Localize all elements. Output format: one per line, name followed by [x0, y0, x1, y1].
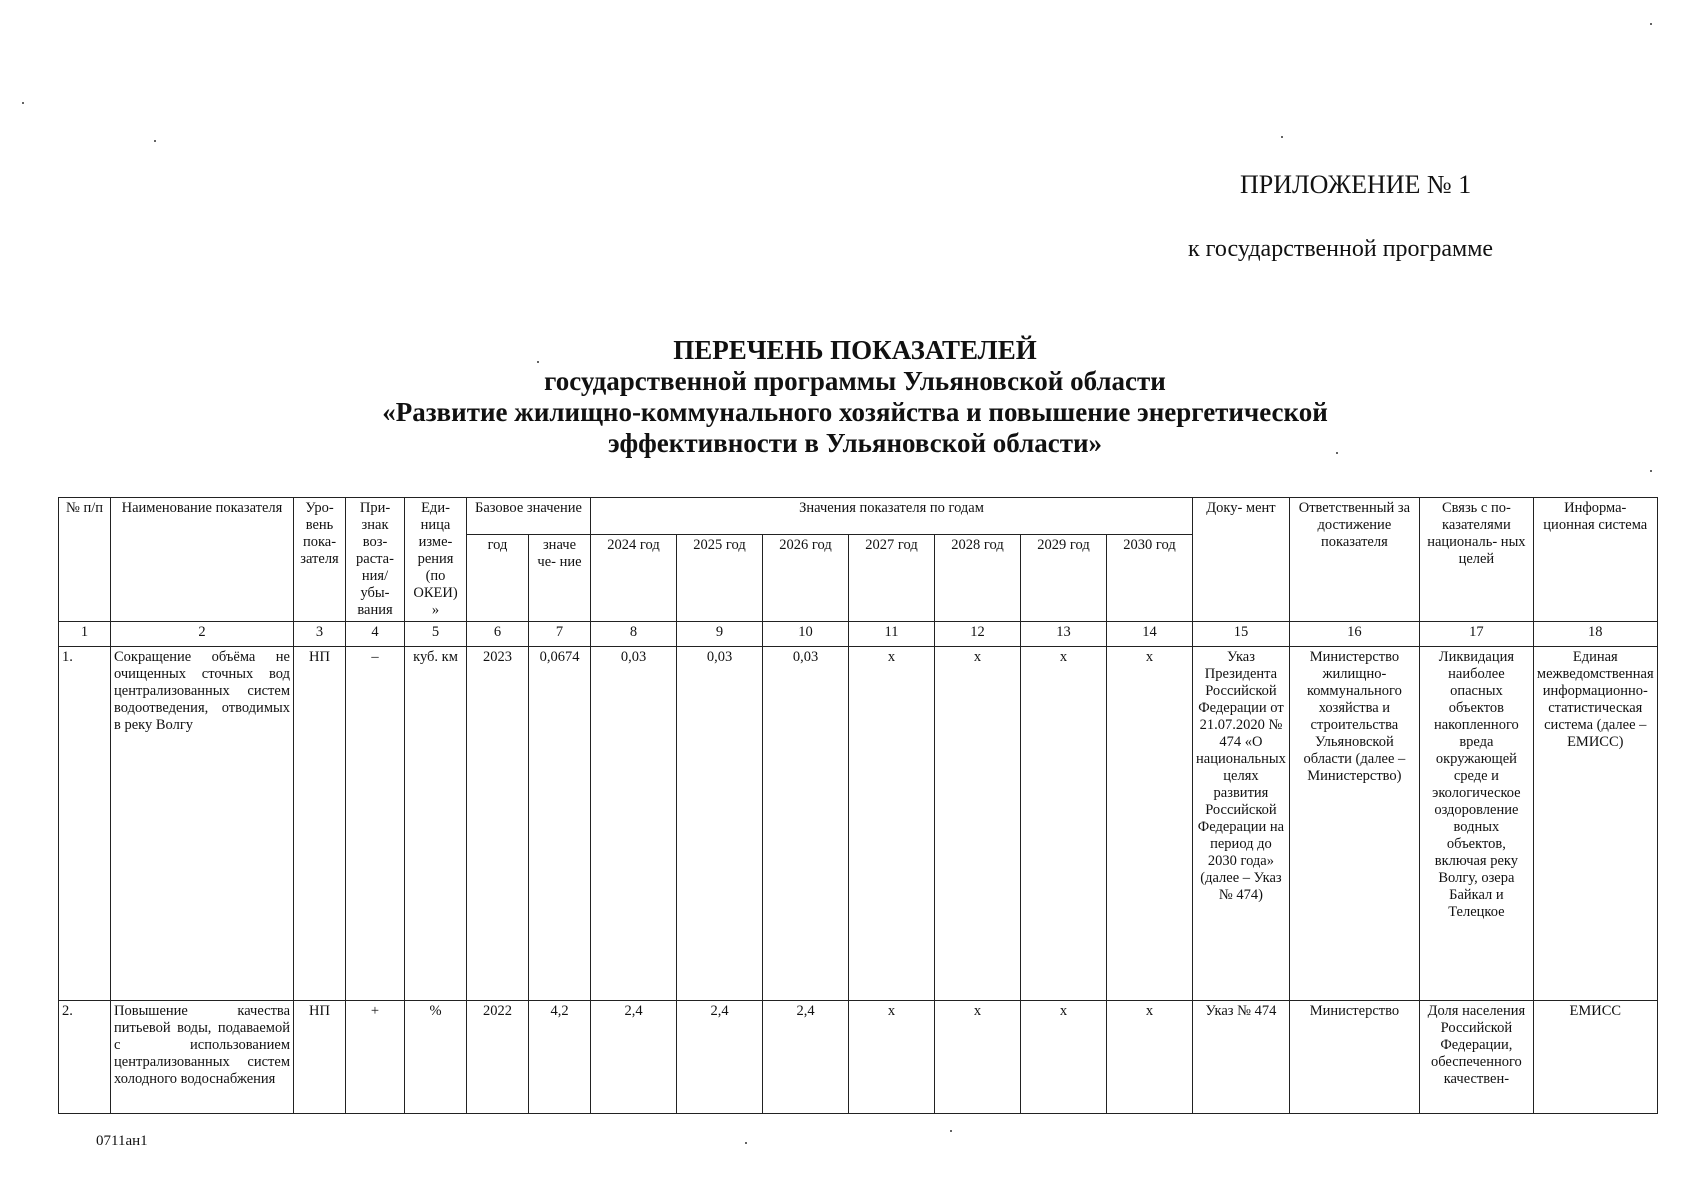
column-number: 15 — [1193, 622, 1290, 647]
row-sign: + — [346, 1001, 405, 1114]
row-2030: x — [1107, 1001, 1193, 1114]
header-row-1 — [59, 498, 1658, 535]
row-2025: 2,4 — [677, 1001, 763, 1114]
scan-speck — [1336, 452, 1338, 454]
column-number: 13 — [1021, 622, 1107, 647]
column-number: 12 — [935, 622, 1021, 647]
row-sign: – — [346, 647, 405, 1001]
col-header-2029: 2029 год — [1021, 535, 1107, 622]
scan-speck — [22, 102, 24, 104]
column-number: 18 — [1533, 622, 1657, 647]
row-base-year: 2023 — [467, 647, 529, 1001]
column-number-row — [59, 622, 1658, 647]
table-row — [59, 647, 1658, 1001]
column-number: 7 — [529, 622, 591, 647]
column-number: 6 — [467, 622, 529, 647]
row-2029: x — [1021, 647, 1107, 1001]
column-number: 1 — [59, 622, 111, 647]
indicators-table — [58, 497, 1658, 1114]
col-header-2024: 2024 год — [591, 535, 677, 622]
row-2026: 2,4 — [763, 1001, 849, 1114]
col-header-document: Доку- мент — [1193, 498, 1290, 622]
row-name: Сокращение объёма не очищенных сточных вод централизованных систем водоотведения, отводимых в реку Волгу — [111, 647, 294, 1001]
scan-speck — [537, 361, 539, 363]
col-header-system: Информа- ционная система — [1533, 498, 1657, 622]
row-2027: x — [849, 1001, 935, 1114]
column-number: 16 — [1289, 622, 1419, 647]
col-header-link: Связь с по- казателями националь- ных целей — [1419, 498, 1533, 622]
col-header-name: Наименование показателя — [111, 498, 294, 622]
col-header-2027: 2027 год — [849, 535, 935, 622]
column-number: 4 — [346, 622, 405, 647]
col-header-responsible: Ответственный за достижение показателя — [1289, 498, 1419, 622]
column-number: 5 — [405, 622, 467, 647]
document-code: 0711ан1 — [96, 1133, 148, 1149]
row-2024: 2,4 — [591, 1001, 677, 1114]
row-unit: % — [405, 1001, 467, 1114]
appendix-subtitle: к государственной программе — [1188, 236, 1494, 262]
title-line-3: «Развитие жилищно-коммунального хозяйства и повышение энергетической — [382, 397, 1328, 427]
column-number: 14 — [1107, 622, 1193, 647]
col-header-base: Базовое значение — [467, 498, 591, 535]
row-level: НП — [294, 1001, 346, 1114]
document-title — [280, 335, 1430, 459]
col-header-level: Уро- вень пока- зателя — [294, 498, 346, 622]
row-system: Единая межведомственная информационно-статистическая система (далее – ЕМИСС) — [1533, 647, 1657, 1001]
row-name: Повышение качества питьевой воды, подаваемой с использованием централизованных систем холодного водоснабжения — [111, 1001, 294, 1114]
column-number: 10 — [763, 622, 849, 647]
row-level: НП — [294, 647, 346, 1001]
row-2029: x — [1021, 1001, 1107, 1114]
scan-speck — [154, 140, 156, 142]
row-2028: x — [935, 1001, 1021, 1114]
scan-speck — [745, 1142, 747, 1144]
row-2030: x — [1107, 647, 1193, 1001]
appendix-label: ПРИЛОЖЕНИЕ № 1 — [1240, 170, 1472, 199]
column-number: 17 — [1419, 622, 1533, 647]
col-header-num: № п/п — [59, 498, 111, 622]
col-header-base-year: год — [467, 535, 529, 622]
col-header-sign: При- знак воз- раста- ния/ убы- вания — [346, 498, 405, 622]
row-base-value: 0,0674 — [529, 647, 591, 1001]
column-number: 2 — [111, 622, 294, 647]
column-number: 3 — [294, 622, 346, 647]
row-unit: куб. км — [405, 647, 467, 1001]
row-responsible: Министерство — [1289, 1001, 1419, 1114]
column-number: 9 — [677, 622, 763, 647]
row-num: 1. — [59, 647, 111, 1001]
row-document: Указ № 474 — [1193, 1001, 1290, 1114]
table-row — [59, 1001, 1658, 1114]
row-2025: 0,03 — [677, 647, 763, 1001]
row-2028: x — [935, 647, 1021, 1001]
scan-speck — [950, 1130, 952, 1132]
row-link: Доля населения Российской Федерации, обеспеченного качествен- — [1419, 1001, 1533, 1114]
row-link: Ликвидация наиболее опасных объектов накопленного вреда окружающей среде и экологическое оздоровление водных объектов, включая реку Волгу, озера Байкал и Телецкое — [1419, 647, 1533, 1001]
row-num: 2. — [59, 1001, 111, 1114]
col-header-2026: 2026 год — [763, 535, 849, 622]
col-header-2028: 2028 год — [935, 535, 1021, 622]
col-header-2030: 2030 год — [1107, 535, 1193, 622]
row-system: ЕМИСС — [1533, 1001, 1657, 1114]
row-2027: x — [849, 647, 935, 1001]
col-header-base-value: значе че- ние — [529, 535, 591, 622]
col-header-by-years: Значения показателя по годам — [591, 498, 1193, 535]
row-2024: 0,03 — [591, 647, 677, 1001]
row-base-value: 4,2 — [529, 1001, 591, 1114]
column-number: 11 — [849, 622, 935, 647]
title-line-2: государственной программы Ульяновской области — [544, 366, 1166, 396]
col-header-unit: Еди- ница изме- рения (по ОКЕИ) » — [405, 498, 467, 622]
scan-speck — [1650, 470, 1652, 472]
row-responsible: Министерство жилищно-коммунального хозяйства и строительства Ульяновской области (далее – Министерство) — [1289, 647, 1419, 1001]
column-number: 8 — [591, 622, 677, 647]
title-line-4: эффективности в Ульяновской области» — [607, 428, 1103, 458]
scan-speck — [1650, 23, 1652, 25]
row-base-year: 2022 — [467, 1001, 529, 1114]
row-2026: 0,03 — [763, 647, 849, 1001]
scan-speck — [1281, 136, 1283, 138]
col-header-2025: 2025 год — [677, 535, 763, 622]
row-document: Указ Президента Российской Федерации от 21.07.2020 № 474 «О национальных целях развития Российской Федерации на период до 2030 года» (далее – Указ № 474) — [1193, 647, 1290, 1001]
title-line-1: ПЕРЕЧЕНЬ ПОКАЗАТЕЛЕЙ — [673, 335, 1037, 365]
